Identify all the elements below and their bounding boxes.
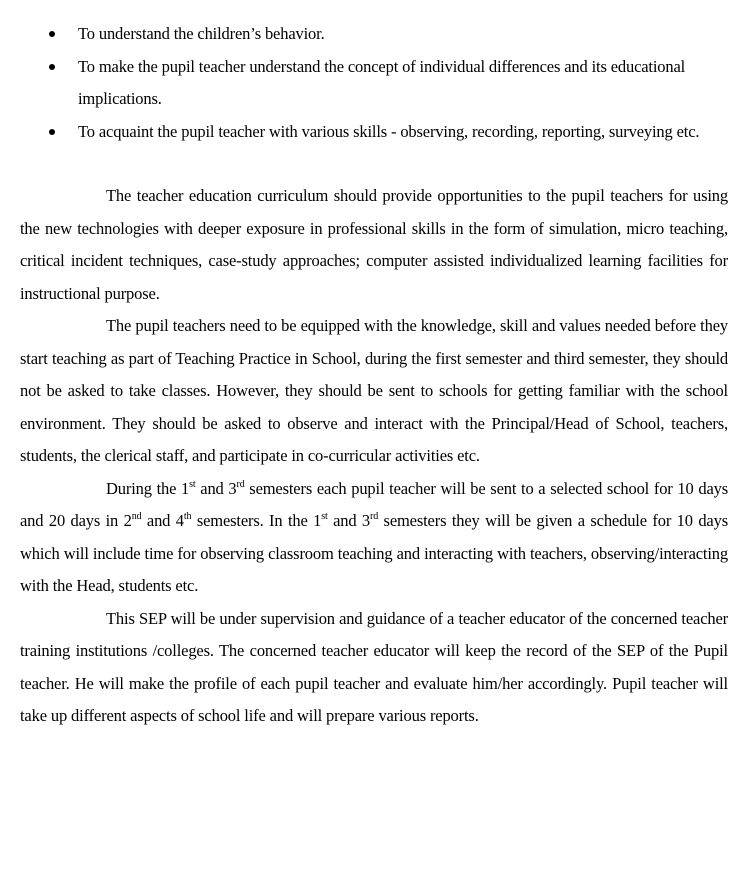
text-segment: semesters each pupil teacher will be sent to a selected school for 10 days and 20 days in 2 [20,478,728,530]
list-item [20,51,728,116]
list-item [20,116,728,149]
objectives-list [20,18,728,148]
bullet-icon [49,31,55,37]
bullet-icon [49,64,55,70]
document-page [20,18,728,733]
list-item-text: To understand the children’s behavior. [78,24,325,43]
ordinal-suffix: st [321,511,328,522]
text-segment: and 3 [327,511,371,530]
list-item [20,18,728,51]
text-segment: and 4 [141,511,184,530]
ordinal-suffix: st [189,478,196,490]
list-item-text: To make the pupil teacher understand the concept of individual differences and its educational implications. [78,56,686,108]
paragraph-sep-supervision: This SEP will be under supervision and guidance of a teacher educator of the concerned teacher training institutions /colleges. The concerned teacher educator will keep the record of the SEP of the Pupil teacher. He will make the profile of each pupil teacher and evaluate him/her accordingly. Pupil teacher will take up different aspects of school life and will prepare various reports. [20,608,728,725]
bullet-icon [49,129,55,135]
paragraph-curriculum: The teacher education curriculum should provide opportunities to the pupil teachers for using the new technologies with deeper exposure in professional skills in the form of simulation, micro teaching, critical incident techniques, case-study approaches; computer assisted individualized learning facilities for instructional purpose. [20,186,728,303]
ordinal-suffix: rd [236,478,245,490]
paragraph-semesters [20,473,728,603]
ordinal-suffix: nd [131,511,142,522]
text-segment: During the 1 [106,478,190,498]
text-segment: semesters they will be given a schedule for 10 days which will include time for observing classroom teaching and interacting with teachers, observing/interacting with the Head, students etc. [20,511,728,595]
paragraph-equipping: The pupil teachers need to be equipped with the knowledge, skill and values needed before they start teaching as part of Teaching Practice in School, during the first semester and third semester, they should not be asked to take classes. However, they should be sent to schools for getting familiar with the school environment. They should be asked to observe and interact with the Principal/Head of School, teachers, students, the clerical staff, and participate in co-curricular activities etc. [20,316,728,465]
ordinal-suffix: rd [370,511,379,522]
ordinal-suffix: th [183,511,192,522]
list-item-text: To acquaint the pupil teacher with various skills - observing, recording, reporting, surveying etc. [78,121,700,141]
text-segment: semesters. In the 1 [191,511,322,530]
text-segment: and 3 [195,478,237,498]
